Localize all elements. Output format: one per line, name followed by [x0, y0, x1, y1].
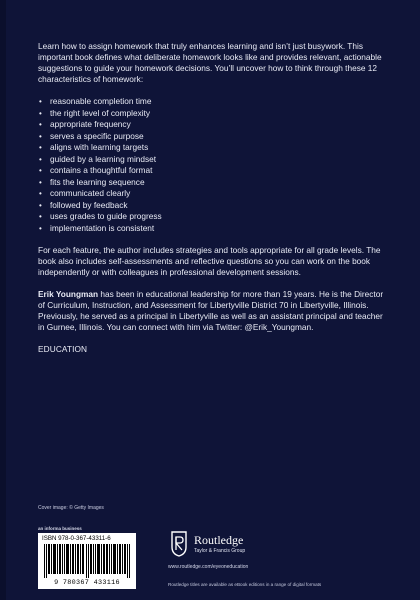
publisher-subtitle: Taylor & Francis Group: [194, 548, 246, 554]
feature-item: • communicated clearly: [39, 188, 131, 198]
publisher-name: Routledge: [194, 533, 244, 547]
feature-item: • guided by a learning mindset: [39, 153, 157, 164]
routledge-logo-icon: [168, 531, 190, 557]
author-bio: [38, 289, 390, 333]
bullet-icon: •: [39, 120, 42, 129]
feature-item: • fits the learning sequence: [39, 176, 145, 187]
intro-paragraph: Learn how to assign homework that truly enhances learning and isn’t just busywork. This important book defines what deliberate homework looks like and provides relevant, actionable suggestions to guide your homework decisions. You’ll uncover how to think through these 12 characteristics of homework:: [38, 41, 382, 84]
feature-item: • aligns with learning targets: [39, 142, 149, 152]
bullet-icon: •: [39, 131, 42, 141]
feature-item: • reasonable completion time: [39, 96, 152, 106]
cover-text: [38, 41, 390, 355]
bullet-icon: •: [39, 108, 42, 118]
feature-item: • the right level of complexity: [39, 107, 151, 118]
feature-item: • appropriate frequency: [39, 119, 131, 129]
spine-edge: [0, 0, 6, 600]
author-bio-text: has been in educational leadership for more than 19 years. He is the Director of Curriculum, Instruction, and Assessment for Libertyville District 70 in Libertyville, Illinois. Previously, he served as a principal in Libertyville as well as an assistant principal and teacher in Gurnee, Illinois. You can connect with him via Twitter: @Erik_Youngman.: [38, 289, 384, 332]
barcode-icon: [44, 544, 130, 578]
ebook-note: Routledge titles are available as eBook editions in a range of digital formats: [168, 582, 322, 587]
bullet-icon: •: [39, 189, 42, 198]
bullet-icon: •: [39, 177, 42, 187]
feature-item: • contains a thoughtful format: [39, 165, 153, 175]
cover-image-credit: Cover image: © Getty Images: [38, 505, 104, 511]
bullet-icon: •: [39, 200, 42, 210]
bullet-icon: •: [39, 97, 42, 106]
author-name: Erik Youngman: [38, 289, 99, 299]
bullet-icon: •: [39, 212, 42, 221]
subject-category: EDUCATION: [38, 344, 88, 354]
summary-paragraph: For each feature, the author includes strategies and tools appropriate for all grade levels. The book also includes self-assessments and reflective questions so you can work on the book independently or with colleagues in professional development sessions.: [38, 245, 381, 277]
bullet-icon: •: [39, 166, 42, 175]
bullet-icon: •: [39, 143, 42, 152]
bullet-icon: •: [39, 223, 42, 233]
feature-list: [38, 96, 390, 234]
publisher-url: www.routledge.com/eyeoneducation: [168, 564, 249, 570]
informa-tagline: an informa business: [38, 526, 82, 531]
isbn-barcode: [38, 533, 136, 589]
bullet-icon: •: [39, 154, 42, 164]
barcode-number: 9 780367 433116: [54, 579, 120, 587]
feature-item: • uses grades to guide progress: [39, 211, 162, 221]
feature-item: • serves a specific purpose: [39, 130, 144, 141]
feature-item: • implementation is consistent: [39, 222, 155, 233]
isbn-label: ISBN 978-0-367-43311-6: [42, 535, 111, 542]
feature-item: • followed by feedback: [39, 199, 128, 210]
publisher-logo-block: [168, 531, 258, 567]
